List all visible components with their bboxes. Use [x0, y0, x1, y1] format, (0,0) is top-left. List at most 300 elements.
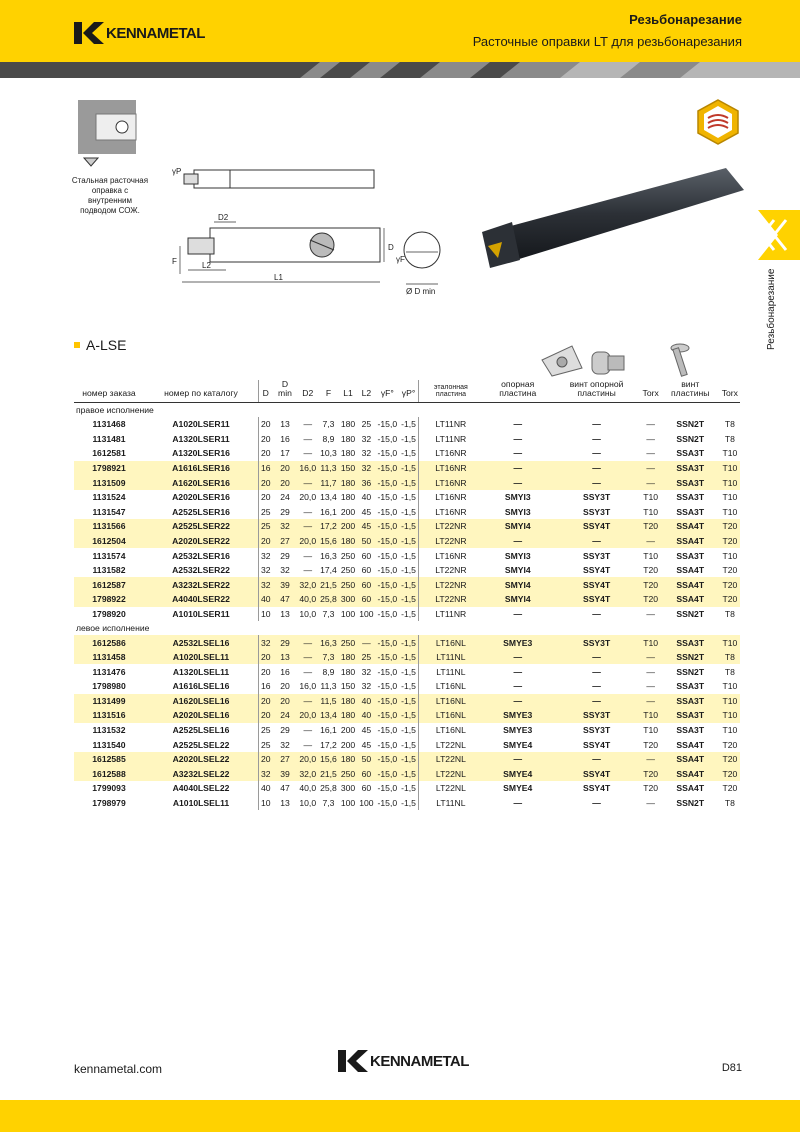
table-cell: — [303, 666, 313, 677]
footer-logo[interactable] [338, 1050, 469, 1072]
table-cell: -15,0 [376, 635, 400, 650]
table-cell: SSA3T [661, 475, 720, 490]
table-cell: 7,3 [318, 650, 339, 665]
table-row [74, 767, 740, 782]
table-row [74, 563, 740, 578]
table-cell: 40 [259, 781, 273, 796]
table-cell: T10 [643, 725, 659, 736]
table-cell: LT11NL [418, 664, 482, 679]
table-cell: SSY4T [553, 592, 641, 607]
table-cell: A1020LSEL11 [144, 650, 259, 665]
table-cell: 40,0 [297, 592, 318, 607]
table-cell: T20 [720, 534, 740, 549]
table-cell: 40 [357, 708, 375, 723]
table-cell: SSY3T [582, 725, 611, 736]
table-cell: SSY3T [582, 506, 611, 517]
table-cell: SMYI4 [483, 577, 553, 592]
table-cell: 180 [340, 492, 356, 503]
table-cell: -1,5 [399, 767, 418, 782]
table-cell: 1798921 [74, 461, 144, 476]
section-title: A-LSE [86, 337, 127, 353]
table-cell: SSY3T [553, 635, 641, 650]
table-cell: — [513, 608, 523, 619]
table-cell: 1798920 [92, 608, 126, 619]
table-cell: 11,5 [318, 694, 339, 709]
table-cell: 150 [340, 681, 356, 692]
table-cell: 20,0 [299, 492, 317, 503]
table-cell: -15,0 [377, 506, 398, 517]
table-cell: 10,0 [299, 608, 317, 619]
table-row [74, 664, 740, 679]
table-cell: 1131547 [92, 506, 126, 517]
page-subtitle: Расточные оправки LT для резьбонарезания [472, 34, 742, 49]
table-cell: — [303, 506, 313, 517]
table-cell: — [483, 694, 553, 709]
table-cell: LT16NR [418, 446, 482, 461]
table-cell: T20 [720, 592, 740, 607]
table-cell: 180 [339, 708, 357, 723]
table-cell: 20 [259, 446, 273, 461]
table-cell: 20 [259, 417, 273, 432]
table-cell: A4040LSER22 [144, 592, 259, 607]
table-cell: 20 [259, 650, 273, 665]
table-cell: 1131458 [74, 650, 144, 665]
table-row [74, 504, 740, 519]
table-cell: — [641, 534, 661, 549]
label-gp: γP [172, 167, 182, 176]
brand-logo[interactable] [74, 22, 205, 44]
table-cell: 39 [273, 577, 298, 592]
table-cell: SSA4T [661, 519, 720, 534]
table-cell: 180 [339, 694, 357, 709]
table-cell: -1,5 [399, 534, 418, 549]
table-cell: -1,5 [401, 681, 416, 692]
table-cell: -15,0 [377, 608, 398, 619]
table-cell: T10 [722, 681, 738, 692]
table-cell: — [483, 534, 553, 549]
group-row [74, 402, 740, 417]
table-cell: 17,2 [320, 739, 337, 750]
table-cell: LT16NL [418, 694, 482, 709]
table-cell: A2020LSEL22 [144, 752, 259, 767]
table-cell: 60 [361, 550, 372, 561]
table-cell: SSA4T [661, 592, 720, 607]
table-cell: 16 [259, 679, 273, 694]
table-cell: -15,0 [376, 708, 400, 723]
table-cell: -1,5 [401, 666, 416, 677]
footer-url[interactable]: kennametal.com [74, 1062, 163, 1076]
col-catalog-no: номер по каталогу [144, 380, 259, 402]
table-cell: -15,0 [377, 681, 398, 692]
table-cell: -15,0 [377, 739, 398, 750]
table-cell: LT16NR [418, 548, 482, 563]
table-cell: 1131524 [92, 492, 126, 503]
table-cell: T10 [720, 694, 740, 709]
table-cell: — [303, 565, 313, 576]
table-cell: SSA3T [676, 506, 705, 517]
table-cell: T10 [722, 448, 738, 459]
table-cell: -15,0 [377, 565, 398, 576]
table-cell: 7,3 [322, 798, 335, 809]
footer-brand-name: KENNAMETAL [370, 1052, 469, 1070]
table-cell: 20 [259, 752, 273, 767]
table-cell: -15,0 [376, 767, 400, 782]
footer-band [0, 1100, 800, 1132]
table-cell: SSA3T [676, 492, 705, 503]
table-cell: 32,0 [297, 577, 318, 592]
table-cell: 17 [280, 448, 290, 459]
table-cell: 15,6 [318, 752, 339, 767]
table-cell: 47 [280, 783, 290, 794]
table-cell: LT22NR [418, 577, 482, 592]
table-cell: SSN2T [676, 419, 705, 430]
table-cell: SSA3T [676, 681, 705, 692]
table-cell: A2020LSER22 [144, 534, 259, 549]
table-cell: SSA3T [676, 448, 705, 459]
table-cell: -1,5 [401, 783, 416, 794]
table-cell: A3232LSEL22 [144, 767, 259, 782]
col-d: D [259, 380, 273, 402]
table-cell: LT16NL [418, 708, 482, 723]
group-row [74, 621, 740, 635]
table-cell: T20 [720, 577, 740, 592]
table-cell: -1,5 [399, 708, 418, 723]
table-cell: 180 [340, 448, 356, 459]
table-cell: LT22NR [418, 592, 482, 607]
table-cell: — [646, 666, 655, 677]
label-gf: γF [396, 255, 405, 264]
table-cell: LT16NR [418, 490, 482, 505]
table-cell: T20 [720, 752, 740, 767]
table-cell: A3232LSER22 [144, 577, 259, 592]
table-cell: 1131499 [74, 694, 144, 709]
table-cell: T20 [641, 519, 661, 534]
table-cell: 20 [273, 694, 298, 709]
table-cell: SMYE4 [503, 783, 533, 794]
table-row [74, 461, 740, 476]
table-cell: SSY4T [553, 767, 641, 782]
table-cell: — [646, 448, 655, 459]
table-cell: -15,0 [377, 798, 398, 809]
table-cell: T20 [643, 783, 659, 794]
page-number: D81 [721, 1062, 742, 1074]
table-row [74, 737, 740, 752]
table-cell: — [297, 475, 318, 490]
table-cell: SMYE3 [483, 635, 553, 650]
table-row [74, 679, 740, 694]
table-cell: 24 [273, 708, 298, 723]
table-row [74, 635, 740, 650]
table-cell: — [297, 635, 318, 650]
table-cell: A2525LSEL22 [172, 739, 230, 750]
table-cell: SMYE3 [483, 708, 553, 723]
table-cell: -15,0 [376, 752, 400, 767]
table-cell: 16,1 [320, 506, 337, 517]
table-cell: 200 [339, 519, 357, 534]
table-cell: 100 [340, 608, 356, 619]
table-cell: -1,5 [401, 565, 416, 576]
table-cell: -1,5 [399, 519, 418, 534]
table-cell: 1612588 [74, 767, 144, 782]
table-cell: — [513, 681, 523, 692]
table-cell: -15,0 [377, 492, 398, 503]
table-cell: — [553, 650, 641, 665]
section-bullet [74, 342, 80, 348]
table-cell: T10 [722, 492, 738, 503]
table-row [74, 723, 740, 738]
table-cell: LT11NL [418, 650, 482, 665]
table-cell: — [303, 725, 313, 736]
table-cell: — [513, 433, 523, 444]
table-cell: 40 [361, 492, 372, 503]
table-cell: SSN2T [676, 666, 705, 677]
table-cell: -15,0 [377, 666, 398, 677]
table-cell: LT22NR [418, 519, 482, 534]
table-cell: A1020LSER11 [172, 419, 230, 430]
table-cell: 100 [359, 798, 374, 809]
col-gf: γF° [376, 380, 400, 402]
table-cell: 16 [280, 433, 290, 444]
table-row [74, 796, 740, 811]
table-cell: 40 [357, 694, 375, 709]
table-row [74, 650, 740, 665]
table-cell: — [646, 433, 655, 444]
table-cell: — [303, 739, 313, 750]
table-cell: — [641, 461, 661, 476]
table-cell: -15,0 [376, 475, 400, 490]
table-cell: — [513, 666, 523, 677]
table-cell: 13,4 [318, 708, 339, 723]
table-cell: 300 [340, 783, 356, 794]
table-cell: 16 [280, 666, 290, 677]
table-cell: SSA4T [661, 767, 720, 782]
table-cell: A2020LSEL16 [144, 708, 259, 723]
table-cell: SSA3T [676, 725, 705, 736]
table-cell: 100 [359, 608, 374, 619]
table-cell: 100 [340, 798, 356, 809]
table-cell: A1620LSER16 [144, 475, 259, 490]
table-cell: 7,3 [322, 419, 335, 430]
table-cell: 32 [259, 548, 273, 563]
table-cell: T8 [724, 608, 735, 619]
table-cell: -1,5 [401, 798, 416, 809]
table-cell: 180 [340, 433, 356, 444]
table-cell: 32,0 [297, 767, 318, 782]
table-cell: T8 [724, 798, 735, 809]
col-l2: L2 [357, 380, 375, 402]
table-cell: — [297, 650, 318, 665]
col-f: F [318, 380, 339, 402]
brand-name: KENNAMETAL [106, 24, 205, 42]
label-dmin: Ø D min [406, 287, 436, 295]
table-cell: T8 [720, 650, 740, 665]
table-cell: — [553, 534, 641, 549]
group-label: левое исполнение [76, 623, 150, 634]
table-row [74, 446, 740, 461]
table-cell: — [641, 650, 661, 665]
table-cell: SSA4T [661, 752, 720, 767]
table-cell: -15,0 [377, 448, 398, 459]
table-cell: 11,3 [320, 681, 337, 692]
table-cell: 45 [357, 519, 375, 534]
table-cell: SMYI4 [483, 519, 553, 534]
table-cell: A1010LSEL11 [172, 798, 230, 809]
table-cell: 13 [280, 419, 290, 430]
table-cell: -15,0 [376, 592, 400, 607]
table-cell: 16 [259, 461, 273, 476]
table-cell: 8,9 [322, 666, 335, 677]
table-cell: 1612585 [74, 752, 144, 767]
table-cell: A2532LSER16 [172, 550, 230, 561]
table-cell: 20 [259, 664, 273, 679]
table-cell: LT16NR [418, 504, 482, 519]
table-cell: 10 [259, 796, 273, 811]
table-cell: A1320LSER11 [172, 433, 230, 444]
table-cell: — [297, 694, 318, 709]
col-d2: D2 [297, 380, 318, 402]
table-cell: T20 [643, 565, 659, 576]
table-cell: 20 [259, 475, 273, 490]
table-cell: — [303, 448, 313, 459]
table-row [74, 607, 740, 622]
table-cell: 20,0 [297, 534, 318, 549]
table-cell: 45 [361, 725, 372, 736]
table-cell: 21,5 [318, 577, 339, 592]
table-cell: 16,3 [320, 550, 337, 561]
table-cell: — [513, 448, 523, 459]
table-cell: A4040LSEL22 [172, 783, 230, 794]
table-cell: 60 [357, 592, 375, 607]
table-cell: A1616LSEL16 [172, 681, 230, 692]
table-cell: SMYI4 [483, 592, 553, 607]
kennametal-k-icon [74, 22, 104, 44]
table-cell: SSA4T [676, 739, 705, 750]
table-cell: A1620LSEL16 [144, 694, 259, 709]
col-dmin: D min [273, 380, 298, 402]
table-cell: LT16NR [418, 475, 482, 490]
table-cell: LT22NR [418, 563, 482, 578]
table-cell: T10 [720, 635, 740, 650]
table-cell: 11,7 [318, 475, 339, 490]
table-cell: T10 [643, 492, 659, 503]
table-cell: SSY4T [582, 783, 611, 794]
table-cell: SMYI3 [504, 492, 531, 503]
table-cell: T10 [722, 725, 738, 736]
table-cell: -15,0 [376, 650, 400, 665]
table-cell: SMYE3 [503, 725, 533, 736]
table-cell: LT11NR [418, 607, 482, 622]
table-cell: -1,5 [401, 433, 416, 444]
col-ref-insert: эталонная пластина [418, 380, 482, 402]
table-cell: SSA4T [661, 577, 720, 592]
table-cell: 32 [259, 577, 273, 592]
table-cell: — [483, 475, 553, 490]
table-cell: 1612504 [74, 534, 144, 549]
table-cell: SSN2T [676, 608, 705, 619]
table-cell: T10 [720, 475, 740, 490]
table-cell: 25 [357, 650, 375, 665]
table-cell: SSY3T [553, 708, 641, 723]
insert-screw-icon [668, 342, 698, 382]
spec-table [74, 380, 740, 810]
table-cell: -1,5 [401, 448, 416, 459]
table-cell: 32 [361, 433, 372, 444]
table-cell: 16,0 [299, 681, 317, 692]
table-cell: 250 [339, 767, 357, 782]
table-cell: -1,5 [399, 577, 418, 592]
table-cell: -1,5 [401, 608, 416, 619]
table-cell: -15,0 [377, 419, 398, 430]
table-cell: 32 [259, 635, 273, 650]
table-cell: — [646, 608, 655, 619]
tool-drawing [170, 160, 450, 295]
table-cell: — [553, 475, 641, 490]
table-cell: 180 [340, 419, 356, 430]
table-cell: 20 [259, 432, 273, 447]
table-cell: 13,4 [320, 492, 337, 503]
label-l1: L1 [274, 273, 283, 282]
table-cell: T20 [722, 783, 738, 794]
table-cell: 16,0 [297, 461, 318, 476]
table-cell: 200 [340, 739, 356, 750]
table-cell: 32 [259, 767, 273, 782]
table-cell: 32 [280, 565, 290, 576]
table-cell: 250 [340, 550, 356, 561]
label-d: D [388, 243, 394, 252]
table-cell: -15,0 [377, 783, 398, 794]
table-cell: — [646, 419, 655, 430]
table-cell: 20 [273, 461, 298, 476]
table-cell: 16,3 [318, 635, 339, 650]
table-cell: LT16NL [418, 679, 482, 694]
table-cell: 1131532 [92, 725, 126, 736]
table-cell: -15,0 [377, 433, 398, 444]
table-cell: T10 [643, 506, 659, 517]
table-cell: 50 [357, 534, 375, 549]
label-d2: D2 [218, 213, 229, 222]
table-cell: 40 [259, 592, 273, 607]
table-cell: 20 [273, 475, 298, 490]
table-cell: — [553, 752, 641, 767]
table-cell: — [592, 608, 601, 619]
table-cell: 29 [280, 550, 290, 561]
table-cell: — [646, 681, 655, 692]
table-cell: A1616LSER16 [144, 461, 259, 476]
table-cell: 10,0 [299, 798, 317, 809]
table-cell: A1010LSER11 [172, 608, 230, 619]
table-cell: 27 [273, 752, 298, 767]
table-cell: 60 [361, 565, 372, 576]
table-cell: 180 [340, 666, 356, 677]
table-cell: 1131574 [92, 550, 126, 561]
table-cell: 32 [361, 448, 372, 459]
col-l1: L1 [339, 380, 357, 402]
table-cell: 21,5 [318, 767, 339, 782]
table-header-row [74, 380, 740, 402]
table-cell: SSA3T [661, 694, 720, 709]
table-cell: 24 [280, 492, 290, 503]
table-cell: -15,0 [376, 694, 400, 709]
threading-hex-icon [694, 98, 742, 146]
table-cell: 39 [273, 767, 298, 782]
table-cell: T20 [720, 767, 740, 782]
table-cell: SSY4T [553, 519, 641, 534]
table-cell: — [592, 433, 601, 444]
table-cell: 60 [361, 783, 372, 794]
table-cell: -1,5 [399, 592, 418, 607]
insert-icon [538, 340, 586, 380]
table-cell: 250 [339, 635, 357, 650]
